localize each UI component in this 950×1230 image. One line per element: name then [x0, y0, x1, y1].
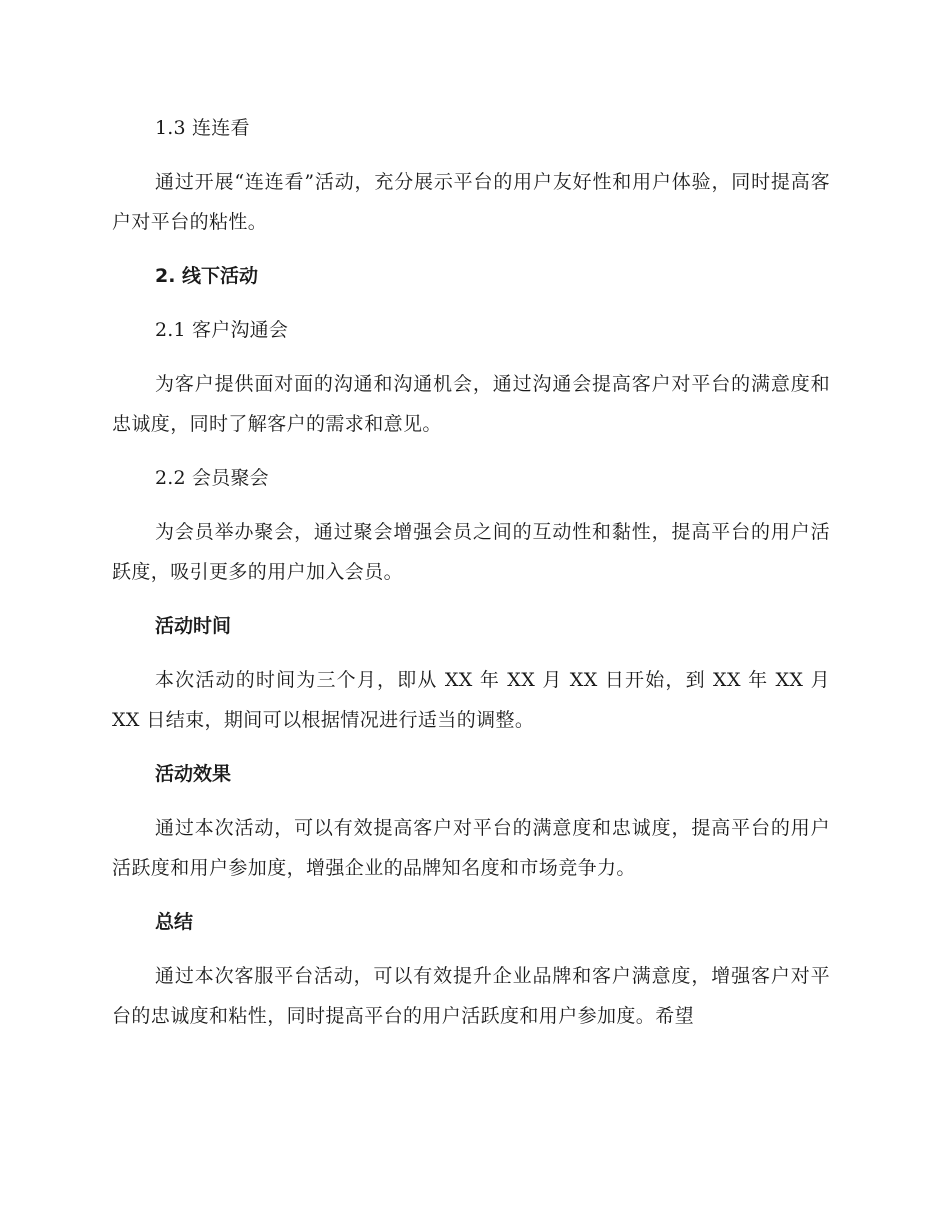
- section-2-2-title: 2.2 会员聚会: [155, 467, 269, 489]
- activity-time-paragraph: 本次活动的时间为三个月，即从 XX 年 XX 月 XX 日开始，到 XX 年 XX 月 XX 日结束，期间可以根据情况进行适当的调整。: [112, 669, 830, 731]
- section-1-3-title: 1.3 连连看: [155, 117, 250, 139]
- activity-effect-paragraph: 通过本次活动，可以有效提高客户对平台的满意度和忠诚度，提高平台的用户活跃度和用户参加度，增强企业的品牌知名度和市场竞争力。: [112, 817, 830, 879]
- document-page: [112, 108, 830, 1050]
- section-2-1-title: 2.1 客户沟通会: [155, 319, 289, 341]
- activity-effect-heading: 活动效果: [155, 763, 232, 785]
- summary-heading: 总结: [155, 911, 194, 933]
- activity-time-heading: 活动时间: [155, 615, 232, 637]
- section-2-heading: 2. 线下活动: [155, 265, 259, 287]
- summary-paragraph: 通过本次客服平台活动，可以有效提升企业品牌和客户满意度，增强客户对平台的忠诚度和粘性，同时提高平台的用户活跃度和用户参加度。希望: [112, 965, 830, 1027]
- section-2-2-paragraph: 为会员举办聚会，通过聚会增强会员之间的互动性和黏性，提高平台的用户活跃度，吸引更多的用户加入会员。: [112, 521, 830, 583]
- section-1-3-paragraph: 通过开展“连连看”活动，充分展示平台的用户友好性和用户体验，同时提高客户对平台的粘性。: [112, 171, 830, 233]
- section-2-1-paragraph: 为客户提供面对面的沟通和沟通机会，通过沟通会提高客户对平台的满意度和忠诚度，同时了解客户的需求和意见。: [112, 373, 830, 435]
